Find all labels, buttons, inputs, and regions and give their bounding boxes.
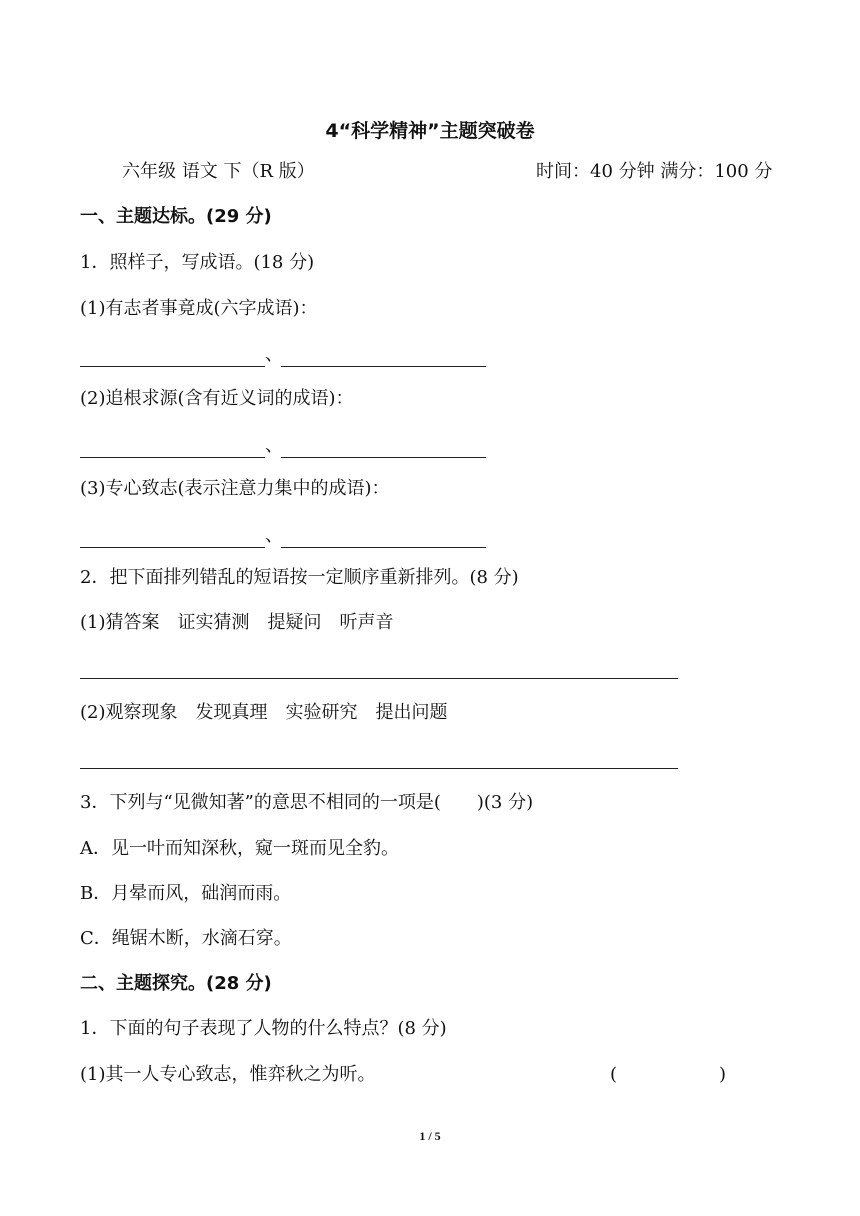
- q1-item-3: [80, 477, 390, 501]
- item-text: 追根求源: [105, 388, 178, 409]
- answer-line-2[interactable]: [80, 768, 678, 769]
- q3-option-b: B．月晕而风，础润而雨。: [80, 883, 292, 904]
- q1-item-1: [80, 297, 318, 321]
- item-number: (3): [80, 478, 106, 499]
- answer-blank[interactable]: [281, 439, 486, 458]
- q1-item-2: [80, 387, 354, 411]
- item-number: (1): [80, 298, 106, 319]
- q2-item-1: (1)猜答案 证实猜测 提疑问 听声音: [80, 612, 394, 633]
- q3-stem: 3．下列与“见微知著”的意思不相同的一项是( )(3 分): [80, 792, 534, 813]
- q2-item-2: (2)观察现象 发现真理 实验研究 提出问题: [80, 702, 448, 723]
- item-hint: (表示注意力集中的成语)：: [177, 478, 390, 499]
- section2-heading: 二、主题探究。(28 分): [80, 973, 272, 994]
- s2-q1-stem: 1．下面的句子表现了人物的什么特点？(8 分): [80, 1018, 447, 1039]
- answer-line-1[interactable]: [80, 678, 678, 679]
- answer-blank[interactable]: [281, 348, 486, 367]
- item-text: 专心致志: [105, 478, 178, 499]
- item-hint: (六字成语)：: [213, 298, 318, 319]
- answer-blank[interactable]: [80, 439, 265, 458]
- q1-stem: 1．照样子，写成语。(18 分): [80, 252, 315, 273]
- item-hint: (含有近义词的成语)：: [177, 388, 354, 409]
- separator: 、: [265, 525, 283, 546]
- answer-row-3: [80, 524, 486, 548]
- q3-option-a: A．见一叶而知深秋，窥一斑而见全豹。: [80, 838, 399, 859]
- page-title: 4“科学精神”主题突破卷: [325, 120, 535, 142]
- separator: 、: [265, 435, 283, 456]
- grade-subject: 六年级 语文 下（R 版）: [122, 161, 315, 182]
- answer-blank[interactable]: [80, 529, 265, 548]
- q2-stem: 2．把下面排列错乱的短语按一定顺序重新排列。(8 分): [80, 567, 519, 588]
- separator: 、: [265, 344, 283, 365]
- answer-paren-open: (: [610, 1064, 618, 1085]
- item-text: 有志者事竟成: [105, 298, 214, 319]
- answer-row-1: [80, 343, 486, 367]
- answer-paren-close: ): [719, 1064, 727, 1085]
- page-number: 1 / 5: [419, 1129, 441, 1143]
- time-score: 时间：40 分钟 满分：100 分: [536, 161, 773, 182]
- answer-blank[interactable]: [281, 529, 486, 548]
- item-number: (2): [80, 388, 106, 409]
- section1-heading: 一、主题达标。(29 分): [80, 206, 272, 227]
- answer-blank[interactable]: [80, 348, 265, 367]
- s2-q1-item-1: (1)其一人专心致志，惟弈秋之为听。: [80, 1064, 376, 1085]
- answer-row-2: [80, 434, 486, 458]
- q3-option-c: C．绳锯木断，水滴石穿。: [80, 928, 292, 949]
